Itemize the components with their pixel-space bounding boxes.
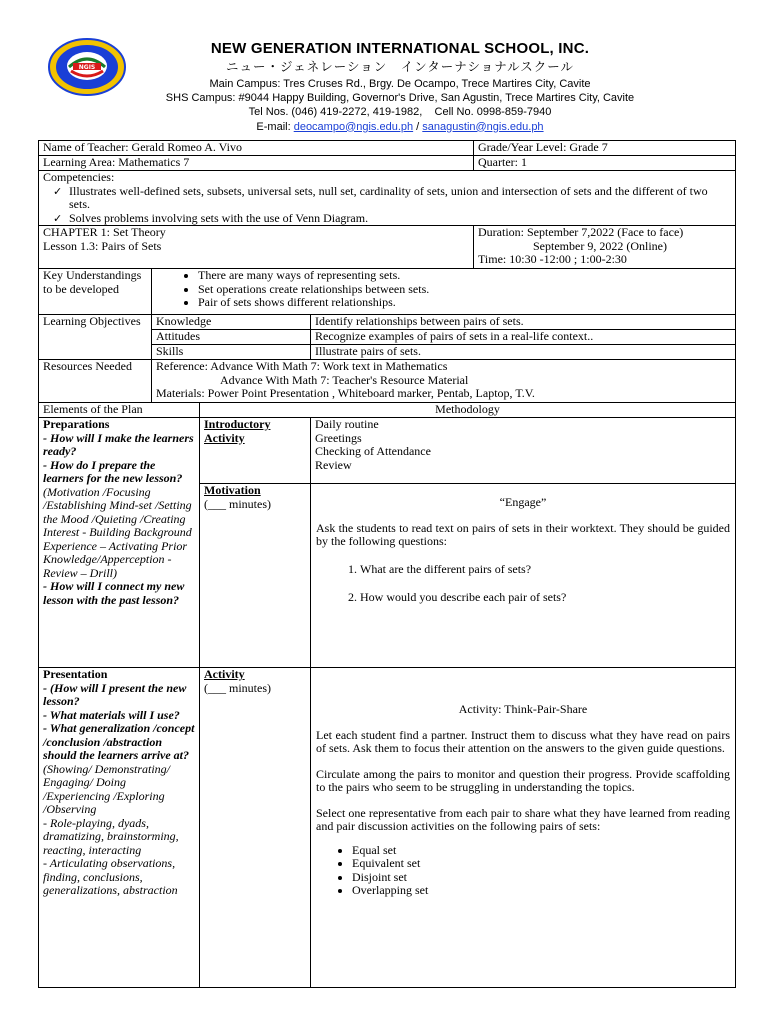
phone-numbers: Tel Nos. (046) 419-2272, 419-1982, Cell No. 0998-859-7940: [248, 106, 552, 119]
main-campus-address: Main Campus: Tres Cruses Rd., Brgy. De Ocampo, Trece Martires City, Cavite: [209, 77, 591, 90]
lesson-plan-table: [38, 140, 736, 988]
objective-attitudes-text: Recognize examples of pairs of sets in a real-life context..: [311, 330, 736, 345]
school-name: NEW GENERATION INTERNATIONAL SCHOOL, INC.: [210, 40, 590, 57]
motivation-text: Ask the students to read text on pairs of sets in their worktext. They should be guided by the following questions:: [316, 520, 730, 548]
competencies-cell: [39, 171, 736, 226]
elements-header: Elements of the Plan: [39, 403, 200, 418]
motivation-label-cell: [200, 484, 311, 668]
activity-label: Activity: [204, 667, 245, 681]
reference-line-2: Advance With Math 7: Teacher's Resource Material: [220, 372, 469, 387]
duration-line-2: September 9, 2022 (Online): [533, 238, 667, 253]
competency-item: ✓ Illustrates well-defined sets, subsets, universal sets, null set, cardinality of sets, union and intersection of sets and the different of two sets.: [69, 185, 731, 212]
duration-cell: [474, 226, 736, 269]
reference-line: Reference: Advance With Math 7: Work text in Mathematics: [156, 359, 448, 373]
objective-domain-skills: Skills: [152, 345, 311, 360]
grade-level: Grade/Year Level: Grade 7: [474, 141, 736, 156]
learning-area: Learning Area: Mathematics 7: [39, 156, 474, 171]
shs-campus-address: SHS Campus: #9044 Happy Building, Governor's Drive, San Agustin, Trece Martires City, Cavite: [165, 91, 635, 104]
learning-objectives-label: Learning Objectives: [39, 315, 152, 360]
presentation-question: - What materials will I use?: [43, 707, 180, 722]
activity-heading: Activity: Think-Pair-Share: [458, 702, 588, 716]
introductory-activity-label: Introductory Activity: [200, 418, 311, 484]
email-line: E-mail: deocampo@ngis.edu.ph / sanagustin@ngis.edu.ph: [256, 120, 544, 133]
pair-of-sets-item: • Equivalent set: [352, 857, 730, 871]
key-understanding-item: • Set operations create relationships between sets.: [198, 283, 731, 297]
pair-of-sets-item: • Equal set: [352, 844, 730, 858]
presentation-question: - (How will I present the new lesson?: [43, 680, 187, 708]
materials-line: Materials: Power Point Presentation , Whiteboard marker, Pentab, Laptop, T.V.: [156, 386, 535, 400]
presentation-cell: [39, 668, 200, 988]
letterhead: [0, 0, 768, 140]
preparations-title: Preparations: [43, 417, 110, 431]
key-understanding-item: • Pair of sets shows different relationships.: [198, 296, 731, 310]
intro-line: Daily routine: [315, 417, 379, 431]
intro-line: Checking of Attendance: [315, 444, 431, 458]
objective-domain-knowledge: Knowledge: [152, 315, 311, 330]
preparations-question: - How will I make the learners ready?: [43, 430, 194, 458]
intro-line: Greetings: [315, 430, 362, 445]
preparations-notes: (Motivation /Focusing /Establishing Mind-set /Setting the Mood /Quieting /Creating Interest - Building Background Experience – Activating Prior Knowledge/Apperception - Review – Drill): [43, 484, 192, 580]
preparations-question: - How do I prepare the learners for the new lesson?: [43, 457, 183, 485]
presentation-notes: (Showing/ Demonstrating/ Engaging/ Doing /Experiencing /Exploring /Observing: [43, 761, 171, 816]
pair-of-sets-item: • Overlapping set: [352, 884, 730, 898]
introductory-activity-cell: [311, 418, 736, 484]
japanese-school-name: ニュー・ジェネレーション インターナショナルスクール: [225, 59, 574, 75]
presentation-question: - What generalization /concept /conclusion /abstraction should the learners arrive at?: [43, 721, 195, 762]
quarter: Quarter: 1: [474, 156, 736, 171]
motivation-cell: [311, 484, 736, 668]
lesson-title: Lesson 1.3: Pairs of Sets: [43, 238, 162, 253]
time-line: Time: 10:30 -12:00 ; 1:00-2:30: [478, 252, 627, 266]
presentation-notes: - Role-playing, dyads, dramatizing, brainstorming, reacting, interacting: [43, 815, 179, 857]
chapter-cell: [39, 226, 474, 269]
motivation-label: Motivation: [204, 483, 261, 497]
resources-label: Resources Needed: [39, 360, 152, 403]
duration-line-1: Duration: September 7,2022 (Face to face): [478, 225, 684, 239]
resources-cell: [152, 360, 736, 403]
intro-line: Review: [315, 457, 352, 472]
teacher-name: Name of Teacher: Gerald Romeo A. Vivo: [39, 141, 474, 156]
methodology-header: Methodology: [200, 403, 736, 418]
preparations-cell: [39, 418, 200, 668]
key-understandings-cell: [152, 269, 736, 315]
motivation-minutes: (___ minutes): [204, 496, 271, 511]
activity-paragraph: Select one representative from each pair to share what they have learned from reading and pair discussion activities on the following pairs of sets:: [316, 805, 730, 833]
guide-question: 2. How would you describe each pair of sets?: [360, 591, 730, 605]
competency-item: ✓ Solves problems involving sets with the use of Venn Diagram.: [69, 212, 731, 226]
activity-cell: [311, 668, 736, 988]
presentation-title: Presentation: [43, 667, 108, 681]
activity-label-cell: [200, 668, 311, 988]
chapter-title: CHAPTER 1: Set Theory: [43, 225, 166, 239]
key-understanding-item: • There are many ways of representing sets.: [198, 269, 731, 283]
logo-text: NGIS: [78, 64, 96, 71]
key-understandings-label: Key Understandings to be developed: [39, 269, 152, 315]
activity-paragraph: Circulate among the pairs to monitor and question their progress. Provide scaffolding to the pairs who seem to be struggling in understanding the topics.: [316, 766, 730, 794]
activity-minutes: (___ minutes): [204, 680, 271, 695]
email-link-sanagustin[interactable]: sanagustin@ngis.edu.ph: [422, 120, 544, 133]
guide-question: 1. What are the different pairs of sets?: [360, 563, 730, 577]
activity-paragraph: Let each student find a partner. Instruct them to discuss what they have read on pairs of sets. Ask them to focus their attention on the answers to the given guide questions.: [316, 727, 730, 755]
preparations-question: - How will I connect my new lesson with the past lesson?: [43, 579, 185, 607]
competencies-label: Competencies:: [43, 170, 115, 184]
engage-heading: “Engage”: [499, 495, 547, 509]
pair-of-sets-item: • Disjoint set: [352, 871, 730, 885]
objective-knowledge-text: Identify relationships between pairs of sets.: [311, 315, 736, 330]
objective-skills-text: Illustrate pairs of sets.: [311, 345, 736, 360]
presentation-notes: - Articulating observations, finding, conclusions, generalizations, abstraction: [43, 856, 178, 897]
objective-domain-attitudes: Attitudes: [152, 330, 311, 345]
email-link-deocampo[interactable]: deocampo@ngis.edu.ph: [293, 120, 414, 133]
